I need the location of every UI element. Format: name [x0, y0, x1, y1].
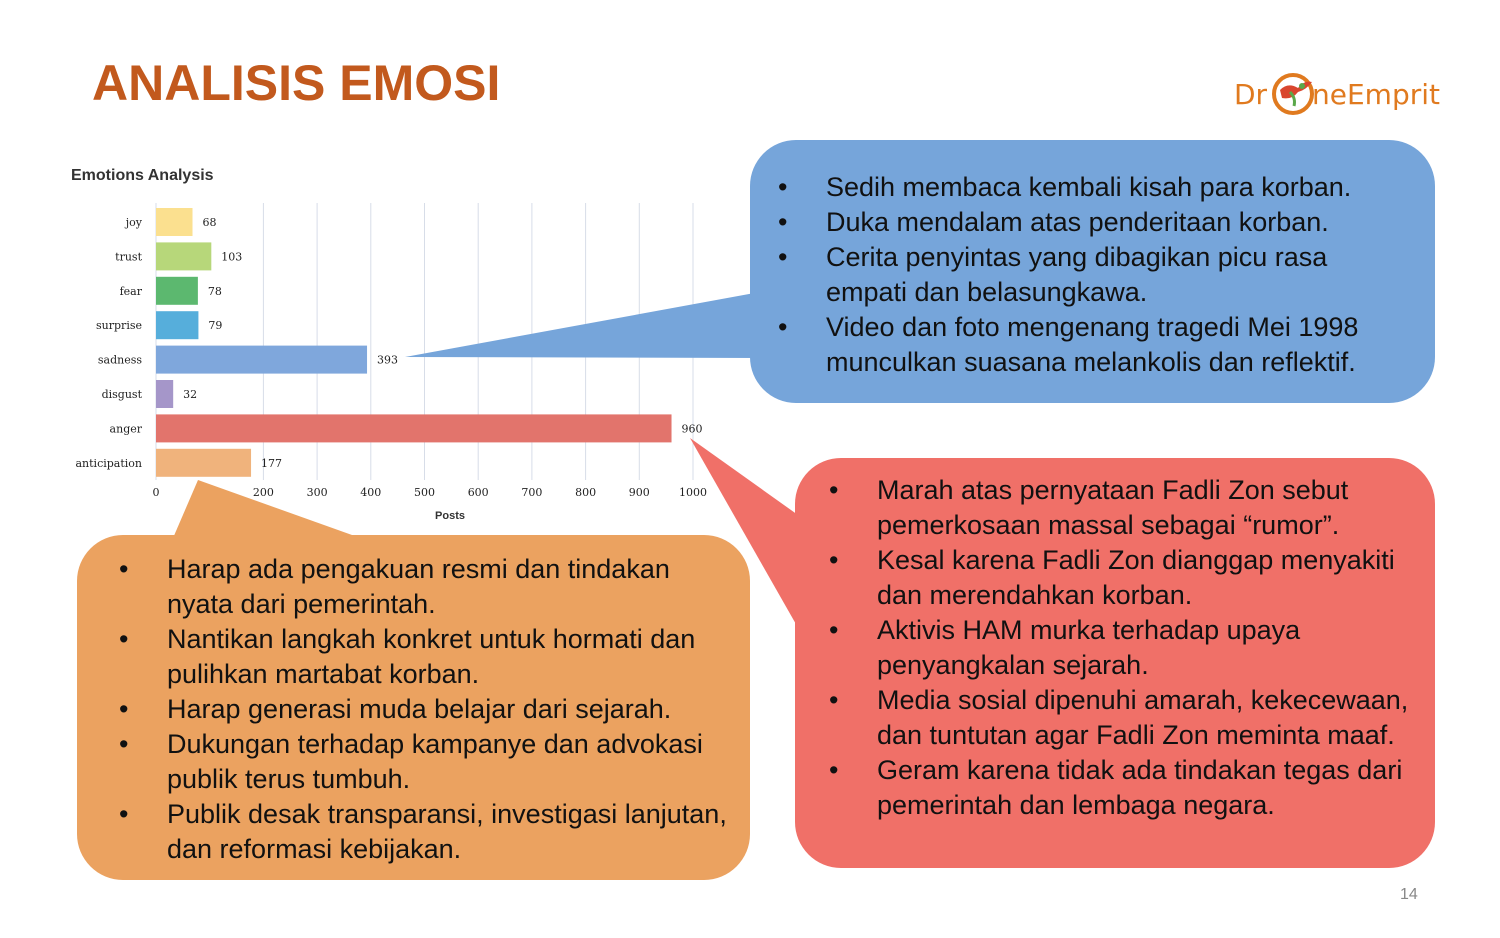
anticipation-callout-item: • Dukungan terhadap kampanye dan advokasi publik terus tumbuh.: [167, 727, 730, 797]
x-tick-label: 500: [414, 486, 435, 499]
bar-anticipation: [156, 449, 251, 477]
anticipation-callout: [77, 535, 750, 880]
category-label: trust: [115, 250, 142, 264]
bar-trust: [156, 242, 211, 270]
x-tick-label: 800: [575, 486, 597, 499]
x-tick-label: 900: [628, 486, 650, 499]
x-tick-label: 0: [152, 486, 160, 499]
sadness-callout-item: • Video dan foto mengenang tragedi Mei 1998 munculkan suasana melankolis dan reflektif.: [826, 310, 1415, 380]
bar-disgust: [156, 380, 173, 408]
sadness-callout: [750, 140, 1435, 403]
bar-surprise: [156, 311, 198, 339]
slide-title: ANALISIS EMOSI: [92, 55, 501, 111]
bar-value-label: 177: [261, 456, 283, 470]
anger-callout-item: • Aktivis HAM murka terhadap upaya penyangkalan sejarah.: [877, 613, 1415, 683]
anticipation-callout-item: • Harap generasi muda belajar dari sejarah.: [167, 692, 730, 727]
bar-value-label: 79: [208, 319, 223, 333]
anticipation-callout-item: • Harap ada pengakuan resmi dan tindakan nyata dari pemerintah.: [167, 552, 730, 622]
anticipation-callout-item: • Nantikan langkah konkret untuk hormati dan pulihkan martabat korban.: [167, 622, 730, 692]
bar-fear: [156, 277, 198, 305]
sadness-callout-item: • Duka mendalam atas penderitaan korban.: [826, 205, 1415, 240]
anger-callout-item: • Marah atas pernyataan Fadli Zon sebut pemerkosaan massal sebagai “rumor”.: [877, 473, 1415, 543]
bar-value-label: 393: [377, 353, 399, 367]
bar-anger: [156, 414, 672, 442]
x-tick-label: 600: [467, 486, 489, 499]
sadness-callout-item: • Cerita penyintas yang dibagikan picu rasa empati dan belasungkawa.: [826, 240, 1415, 310]
x-tick-label: 400: [360, 486, 382, 499]
anticipation-callout-list: [167, 552, 730, 867]
bar-value-label: 103: [221, 250, 243, 264]
anger-callout-item: • Geram karena tidak ada tindakan tegas dari pemerintah dan lembaga negara.: [877, 753, 1415, 823]
category-label: joy: [125, 216, 142, 229]
sadness-callout-item: • Sedih membaca kembali kisah para korban.: [826, 170, 1415, 205]
x-tick-label: 1000: [679, 486, 707, 499]
x-tick-label: 700: [521, 486, 543, 499]
bar-value-label: 960: [681, 422, 703, 436]
category-label: disgust: [101, 388, 142, 401]
sadness-callout-pointer: [405, 292, 760, 358]
category-label: sadness: [97, 353, 142, 367]
x-axis-label: Posts: [435, 510, 465, 522]
category-label: surprise: [96, 319, 142, 333]
anger-callout-item: • Kesal karena Fadli Zon dianggap menyakiti dan merendahkan korban.: [877, 543, 1415, 613]
logo-text-emprit-word: Emprit: [1346, 78, 1440, 111]
bar-value-label: 32: [183, 388, 198, 401]
category-label: anger: [109, 422, 142, 436]
logo-text-ne: ne: [1312, 78, 1347, 111]
bar-value-label: 78: [207, 284, 222, 298]
category-label: fear: [119, 284, 142, 298]
x-tick-label: 300: [306, 486, 328, 499]
chart-title: Emotions Analysis: [71, 167, 214, 184]
bar-joy: [156, 208, 193, 236]
anticipation-callout-item: • Publik desak transparansi, investigasi lanjutan, dan reformasi kebijakan.: [167, 797, 730, 867]
bar-sadness: [156, 346, 367, 374]
category-label: anticipation: [75, 456, 142, 470]
anger-callout-item: • Media sosial dipenuhi amarah, kekecewaan, dan tuntutan agar Fadli Zon meminta maaf.: [877, 683, 1415, 753]
anger-callout-list: [877, 473, 1415, 823]
page-number: 14: [1400, 886, 1418, 903]
x-tick-label: 200: [252, 486, 274, 499]
sadness-callout-list: [826, 170, 1415, 380]
bar-value-label: 68: [202, 216, 217, 229]
chart-category-labels: [75, 216, 142, 470]
logo-text-dr: Dr: [1234, 78, 1268, 111]
anger-callout: [795, 458, 1435, 868]
